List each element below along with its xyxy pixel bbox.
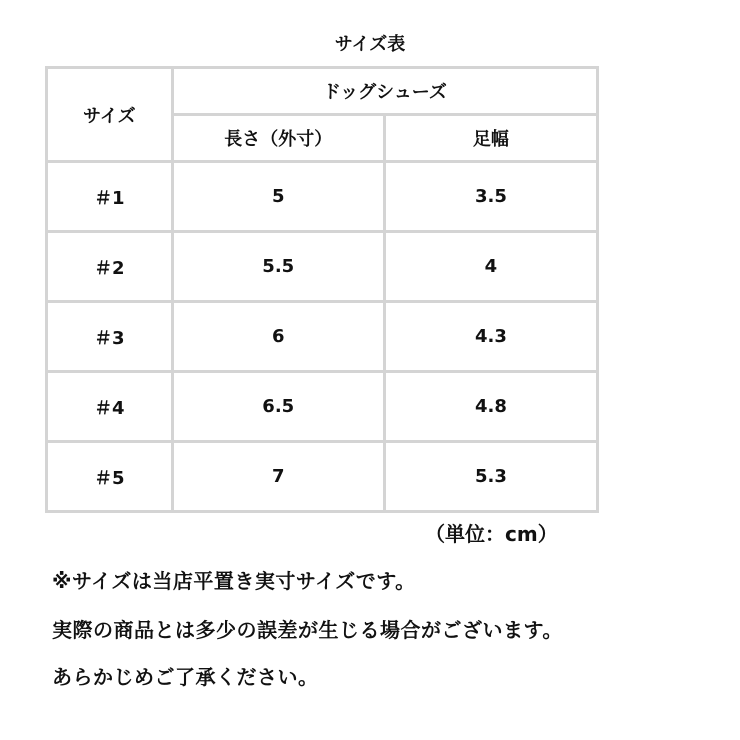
- size-header: サイズ: [47, 68, 173, 162]
- length-cell: 5: [172, 162, 384, 232]
- width-cell: 4: [384, 232, 597, 302]
- table-row: [47, 372, 598, 442]
- size-cell: ＃2: [47, 232, 173, 302]
- table-row: [47, 442, 598, 512]
- table-row: [47, 232, 598, 302]
- size-cell: ＃1: [47, 162, 173, 232]
- length-cell: 6: [172, 302, 384, 372]
- width-cell: 5.3: [384, 442, 597, 512]
- header-row: [47, 68, 598, 115]
- width-cell: 4.3: [384, 302, 597, 372]
- size-table: [45, 66, 599, 513]
- width-header: 足幅: [384, 115, 597, 162]
- length-cell: 6.5: [172, 372, 384, 442]
- unit-note: （単位：cm）: [425, 522, 558, 546]
- table-row: [47, 162, 598, 232]
- length-cell: 5.5: [172, 232, 384, 302]
- size-cell: ＃5: [47, 442, 173, 512]
- note-line: 実際の商品とは多少の誤差が生じる場合がございます。: [52, 618, 563, 642]
- width-cell: 4.8: [384, 372, 597, 442]
- size-cell: ＃3: [47, 302, 173, 372]
- length-cell: 7: [172, 442, 384, 512]
- length-header: 長さ（外寸）: [172, 115, 384, 162]
- note-line: ※サイズは当店平置き実寸サイズです。: [52, 569, 416, 593]
- size-cell: ＃4: [47, 372, 173, 442]
- width-cell: 3.5: [384, 162, 597, 232]
- note-line: あらかじめご了承ください。: [52, 665, 319, 689]
- table-title: サイズ表: [334, 34, 406, 55]
- table-row: [47, 302, 598, 372]
- dog-shoes-header: ドッグシューズ: [172, 68, 597, 115]
